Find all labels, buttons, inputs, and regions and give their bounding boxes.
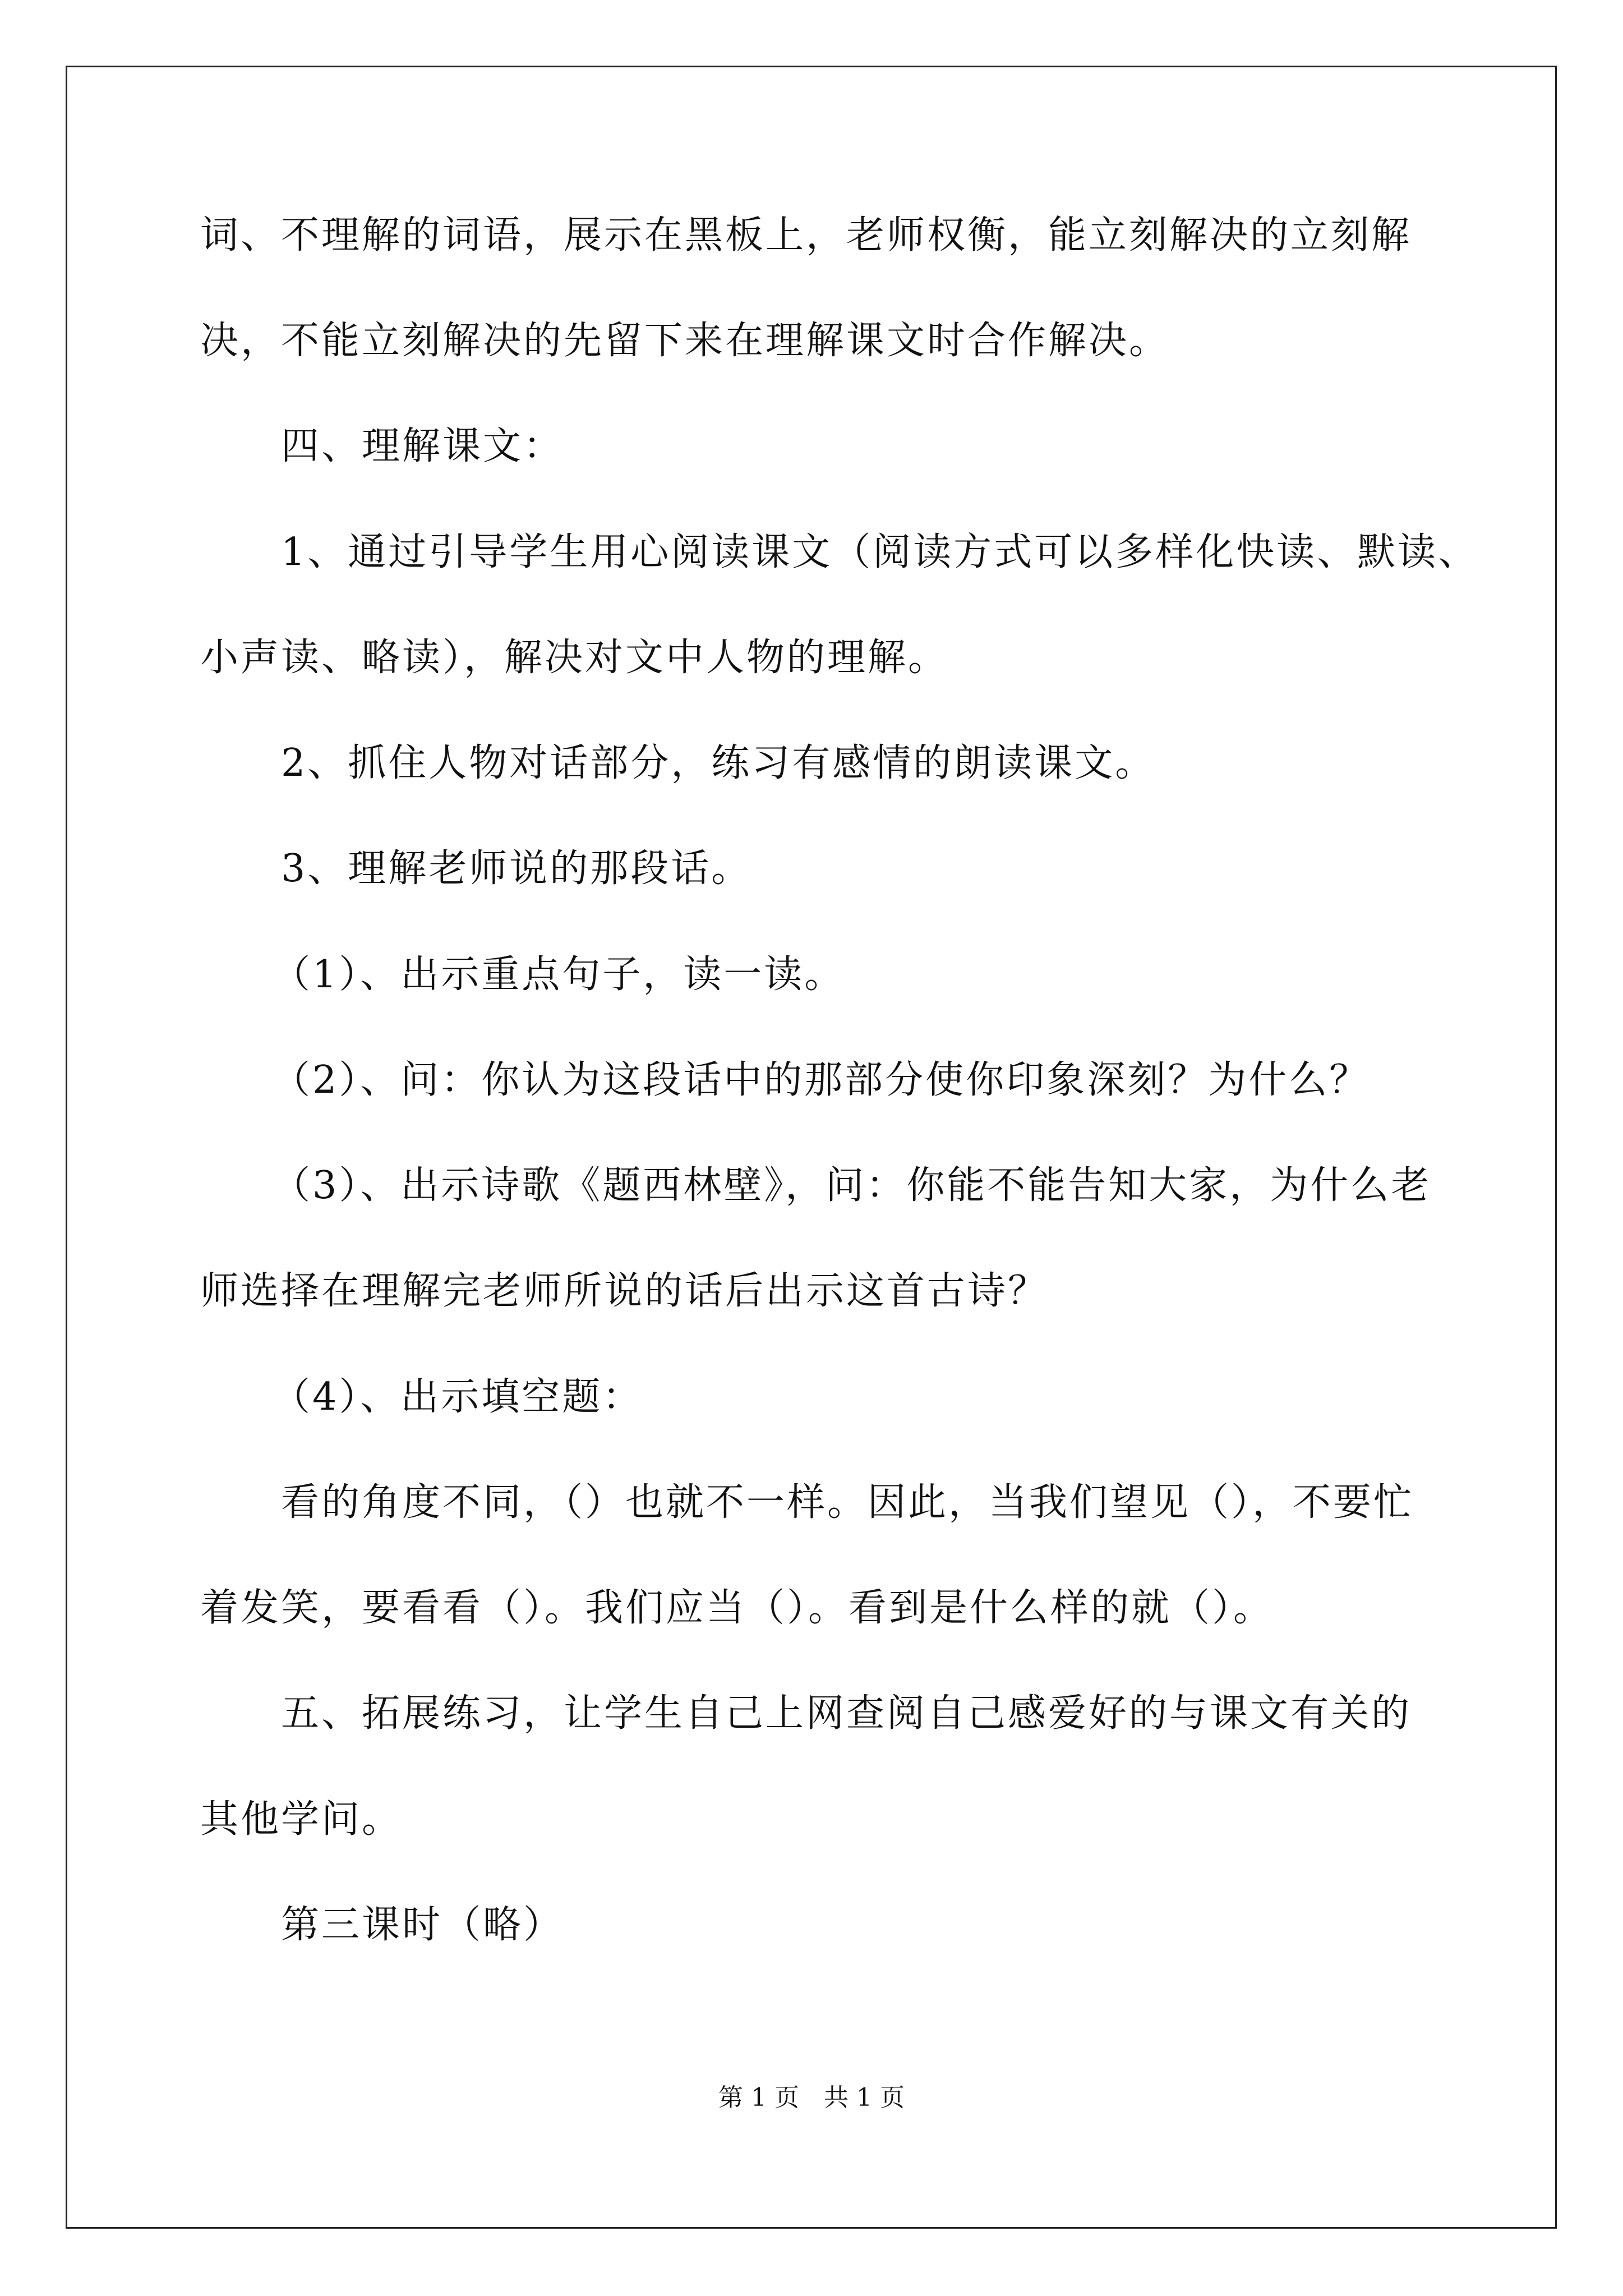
paragraph-line: 2、抓住人物对话部分，练习有感情的朗读课文。: [281, 741, 1156, 785]
paragraph-line: （4）、出示填空题：: [272, 1375, 643, 1419]
paragraph-line: 3、理解老师说的那段话。: [281, 846, 752, 891]
paragraph-line: （3）、出示诗歌《题西林壁》，问：你能不能告知大家，为什么老: [272, 1163, 1432, 1208]
paragraph-line: 词、不理解的词语，展示在黑板上，老师权衡，能立刻解决的立刻解: [200, 213, 1412, 257]
page-number-footer: 第 1 页 共 1 页: [718, 2083, 905, 2112]
paragraph-line: （2）、问：你认为这段话中的那部分使你印象深刻？为什么？: [272, 1058, 1370, 1102]
paragraph-line: 师选择在理解完老师所说的话后出示这首古诗？: [200, 1269, 1049, 1313]
section-heading: 四、理解课文：: [281, 424, 564, 468]
paragraph-line: 看的角度不同，（）也就不一样。因此，当我们望见（），不要忙: [281, 1480, 1414, 1525]
paragraph-line: 五、拓展练习，让学生自己上网查阅自己感爱好的与课文有关的: [281, 1691, 1412, 1736]
paragraph-line: 第三课时（略）: [281, 1903, 564, 1947]
paragraph-line: 着发笑，要看看（）。我们应当（）。看到是什么样的就（）。: [200, 1586, 1274, 1630]
paragraph-line: 1、通过引导学生用心阅读课文（阅读方式可以多样化快读、默读、: [281, 530, 1479, 574]
paragraph-line: 其他学问。: [200, 1797, 403, 1842]
paragraph-line: （1）、出示重点句子，读一读。: [272, 953, 845, 997]
paragraph-line: 决，不能立刻解决的先留下来在理解课文时合作解决。: [200, 319, 1170, 363]
paragraph-line: 小声读、略读），解决对文中人物的理解。: [200, 636, 949, 680]
